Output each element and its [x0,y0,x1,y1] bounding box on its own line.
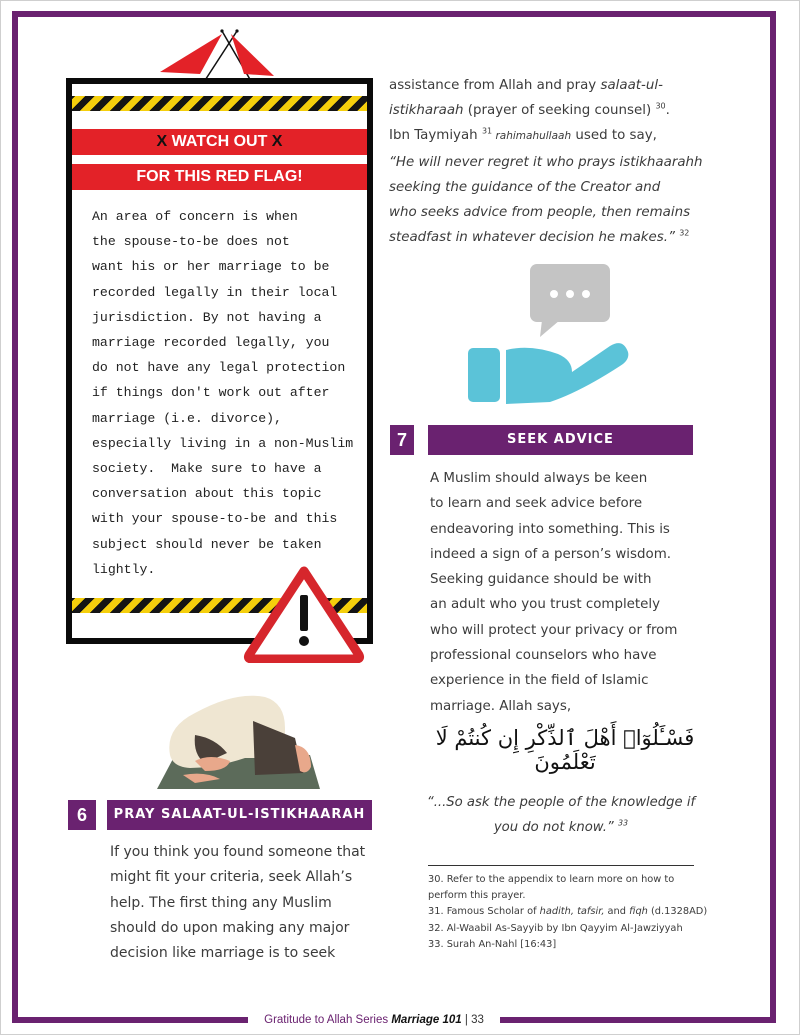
section-6-number: 6 [68,800,96,830]
x-mark-icon: X [156,133,168,150]
footnote-32: 32. Al-Waabil As-Sayyib by Ibn Qayyim Al-Jawziyyah [428,922,683,934]
x-mark-icon: X [271,133,283,150]
red-flag-callout [66,78,373,644]
footnote-ref-30[interactable]: 30 [655,101,666,111]
footnotes: 30. Refer to the appendix to learn more on how to perform this prayer. 31. Famous Scholar of hadith, tafsir, and fiqh (d.1328AD) 32. Al-Waabil As-Sayyib by Ibn Qayyim Al-Jawziyyah 33. Surah An-Nahl [16:43] [428,872,728,953]
frame-left-foot [12,1000,18,1023]
red-flag-banner: FOR THIS RED FLAG! [72,164,367,190]
prostrating-prayer-illustration [135,683,330,795]
footnote-30: 30. Refer to the appendix to learn more on how to [428,874,675,885]
helping-hand-icon [468,343,628,404]
advice-illustration [460,262,630,412]
quran-verse-translation: “...So ask the people of the knowledge if you do not know.” $^{33}$ [426,795,696,835]
frame-right-foot [770,1000,776,1023]
speech-bubble-icon [530,264,610,337]
frame-bottom-left [12,1017,248,1023]
page-number: 33 [471,1014,484,1026]
footnote-31: 31. Famous Scholar of hadith, tafsir, and fiqh (d.1328AD) [428,906,708,918]
footnote-33: 33. Surah An-Nahl [16:43] [428,938,557,950]
frame-bottom-right [500,1017,776,1023]
seek-advice-body: A Muslim should always be keen to learn and seek advice before endeavoring into something. This is indeed a sign of a person’s wisdom. Seeking guidance should be with an adult who you trust completely who will protect your privacy or from professional counselors who have experience in the field of Islamic marriage. Allah says, [430,471,678,714]
watch-out-banner: X WATCH OUT X [72,129,367,155]
istikharah-continued-text: assistance from Allah and pray salaat-ul- istikharaah (prayer of seeking counsel) $^{30}$. Ibn Taymiyah $^{31}$ rahimahullaah used to say, “He will never regret it who prays istikhaarahh seeking the guidance of the Creator and who seeks advice from people, then remains steadfast in whatever decision he makes.” $^{32}$ [389,73,729,250]
page-footer: Gratitude to Allah Series Marriage 101 | 33 [264,1014,484,1026]
footnote-ref-33[interactable]: 33 [617,818,629,828]
warning-triangle-icon [243,565,365,663]
section-7-title: SEEK ADVICE [428,425,693,455]
section-6-title: PRAY SALAAT-UL-ISTIKHAARAH [107,800,372,830]
quran-verse-arabic: فَسْـَٔلُوٓا۟ أَهْلَ ٱلذِّكْرِ إِن كُنتُمْ لَا تَعْلَمُونَ [435,726,695,774]
footnote-ref-31[interactable]: 31 [481,126,493,136]
series-name: Gratitude to Allah Series [264,1014,392,1026]
red-flag-text: An area of concern is when the spouse-to-be does not want his or her marriage to be recorded legally in their local jurisdiction. By not having a marriage recorded legally, you do not have any legal protection if things don't work out after marriage (i.e. divorce), especially living in a non-Muslim society. Make sure to have a conversation about this topic with your spouse-to-be and this subject should never be taken lightly. [92,209,354,577]
book-title: Marriage 101 [391,1014,462,1026]
ibn-taymiyah-quote: “He will never regret it who prays istikhaarahh [389,154,703,170]
footnote-ref-32[interactable]: 32 [679,228,690,238]
footnote-divider [428,865,694,866]
pray-istikharah-body: If you think you found someone that might fit your criteria, seek Allah’s help. The first thing any Muslim should do upon making any major decision like marriage is to seek [110,844,366,962]
section-7-number: 7 [390,425,414,455]
hazard-stripe-top [72,96,367,111]
